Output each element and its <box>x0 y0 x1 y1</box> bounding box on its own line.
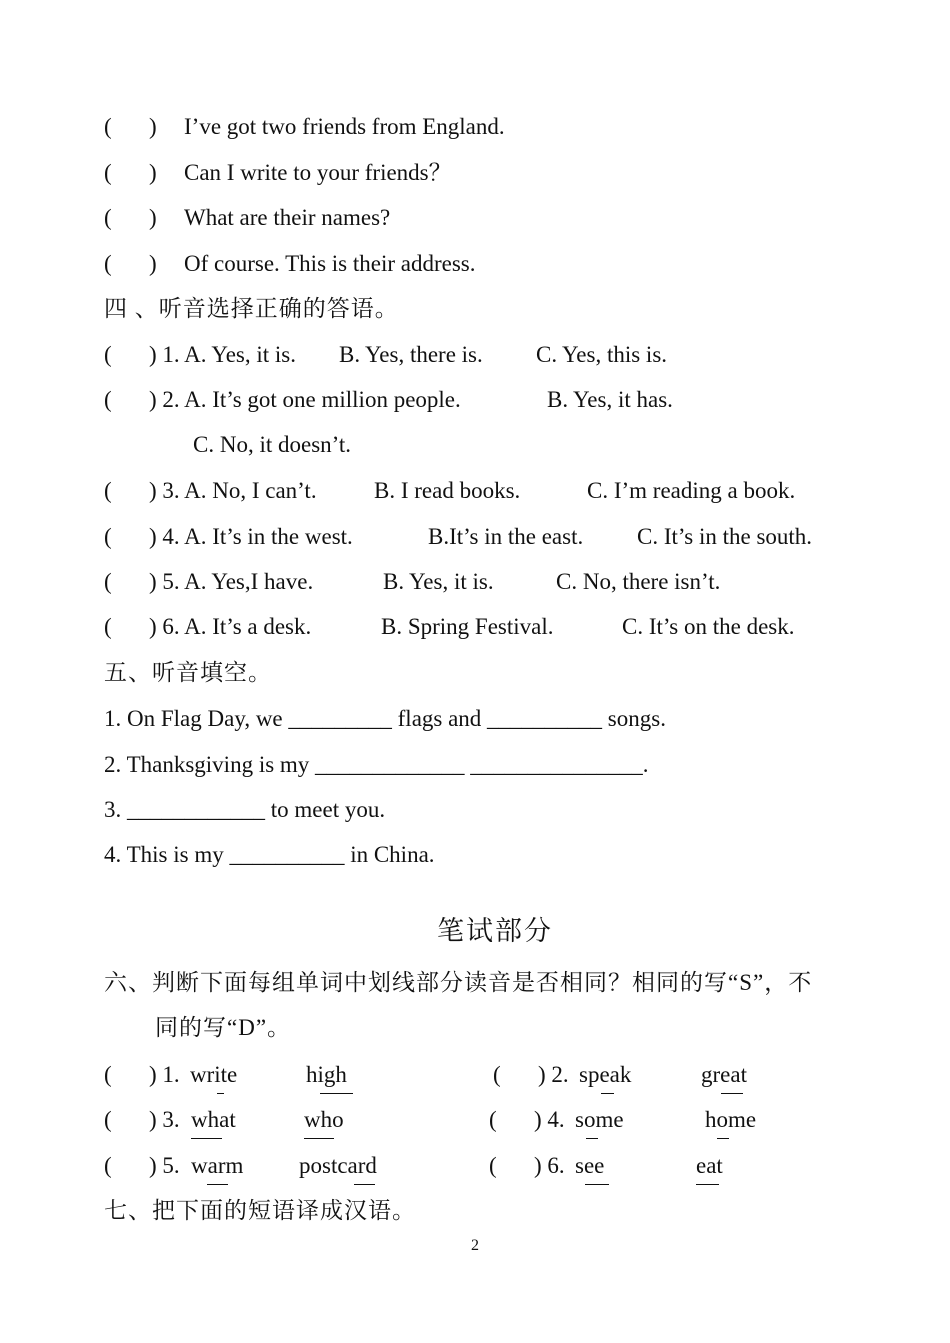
paren-open: ( <box>104 524 112 549</box>
option-c: C. It’s in the south. <box>637 524 813 549</box>
question-number: ) 6. <box>534 1153 565 1178</box>
question-number: ) 2. A. It’s got one million people. <box>149 387 461 412</box>
paren-open: ( <box>493 1062 501 1087</box>
section-5-heading: 五、听音填空。 <box>104 660 272 685</box>
paren-open: ( <box>104 1107 112 1132</box>
paren-close: ) <box>149 251 157 276</box>
paren-open: ( <box>489 1153 497 1178</box>
dialogue-line: Can I write to your friends？ <box>184 160 452 185</box>
option-b: B. Spring Festival. <box>381 614 554 639</box>
underlined-word: speak <box>579 1060 631 1090</box>
question-number: ) 6. A. It’s a desk. <box>149 614 312 639</box>
word <box>190 1060 237 1090</box>
question-number: ) 5. A. Yes,I have. <box>149 569 314 594</box>
dialogue-line: I’ve got two friends from England. <box>184 114 505 139</box>
section-7-heading: 七、把下面的短语译成汉语。 <box>104 1198 416 1223</box>
underlined-word: what <box>191 1105 236 1135</box>
word <box>696 1151 723 1181</box>
word <box>191 1151 243 1181</box>
fill-blank-item: 2. Thanksgiving is my _____________ _______________. <box>104 752 649 777</box>
option-c: C. I’m reading a book. <box>587 478 796 503</box>
word <box>191 1105 236 1135</box>
dialogue-line: Of course. This is their address. <box>184 251 476 276</box>
word <box>575 1105 624 1135</box>
word <box>705 1105 756 1135</box>
page-number: 2 <box>471 1237 479 1254</box>
paren-open: ( <box>104 251 112 276</box>
underlined-word: eat <box>696 1151 723 1181</box>
underlined-word: great <box>701 1060 747 1090</box>
underlined-word: high <box>306 1060 347 1090</box>
question-number: ) 1. <box>149 1062 180 1087</box>
fill-blank-item: 3. ____________ to meet you. <box>104 797 386 822</box>
option-c: C. Yes, this is. <box>536 342 668 367</box>
dialogue-line: What are their names? <box>184 205 391 230</box>
question-number: ) 5. <box>149 1153 180 1178</box>
underlined-word: see <box>575 1151 604 1181</box>
paren-open: ( <box>104 342 112 367</box>
option-b: B.It’s in the east. <box>428 524 584 549</box>
paren-open: ( <box>104 387 112 412</box>
option-b: B. Yes, it is. <box>383 569 494 594</box>
paren-open: ( <box>104 114 112 139</box>
word <box>579 1060 631 1090</box>
written-part-title: 笔试部分 <box>437 916 553 946</box>
section-6-heading-line2: 同的写“D”。 <box>155 1015 292 1040</box>
question-number: ) 1. A. Yes, it is. <box>149 342 296 367</box>
word <box>701 1060 747 1090</box>
paren-open: ( <box>104 160 112 185</box>
fill-blank-item: 1. On Flag Day, we _________ flags and __________ songs. <box>104 706 666 731</box>
underlined-word: who <box>304 1105 344 1135</box>
section-6-heading-line1: 六、判断下面每组单词中划线部分读音是否相同？相同的写“S”，不 <box>104 970 813 995</box>
word <box>575 1151 604 1181</box>
option-b: B. Yes, it has. <box>547 387 673 412</box>
fill-blank-item: 4. This is my __________ in China. <box>104 842 435 867</box>
paren-open: ( <box>104 569 112 594</box>
underlined-word: warm <box>191 1151 243 1181</box>
option-b: B. Yes, there is. <box>339 342 483 367</box>
option-c: C. It’s on the desk. <box>622 614 795 639</box>
word <box>304 1105 344 1135</box>
question-number: ) 3. A. No, I can’t. <box>149 478 317 503</box>
paren-open: ( <box>104 205 112 230</box>
question-number: ) 2. <box>538 1062 569 1087</box>
underlined-word: some <box>575 1105 624 1135</box>
question-number: ) 4. A. It’s in the west. <box>149 524 353 549</box>
paren-open: ( <box>104 1153 112 1178</box>
underlined-word: home <box>705 1105 756 1135</box>
question-number: ) 3. <box>149 1107 180 1132</box>
paren-open: ( <box>489 1107 497 1132</box>
word <box>306 1060 347 1090</box>
underlined-word: write <box>190 1060 237 1090</box>
option-b: B. I read books. <box>374 478 521 503</box>
paren-close: ) <box>149 205 157 230</box>
question-number: ) 4. <box>534 1107 565 1132</box>
paren-open: ( <box>104 1062 112 1087</box>
option-c: C. No, there isn’t. <box>556 569 721 594</box>
section-4-heading: 四 、听音选择正确的答语。 <box>104 296 399 321</box>
paren-open: ( <box>104 614 112 639</box>
word <box>299 1151 377 1181</box>
paren-close: ) <box>149 114 157 139</box>
paren-close: ) <box>149 160 157 185</box>
underlined-word: postcard <box>299 1151 377 1181</box>
option-c: C. No, it doesn’t. <box>193 432 352 457</box>
paren-open: ( <box>104 478 112 503</box>
